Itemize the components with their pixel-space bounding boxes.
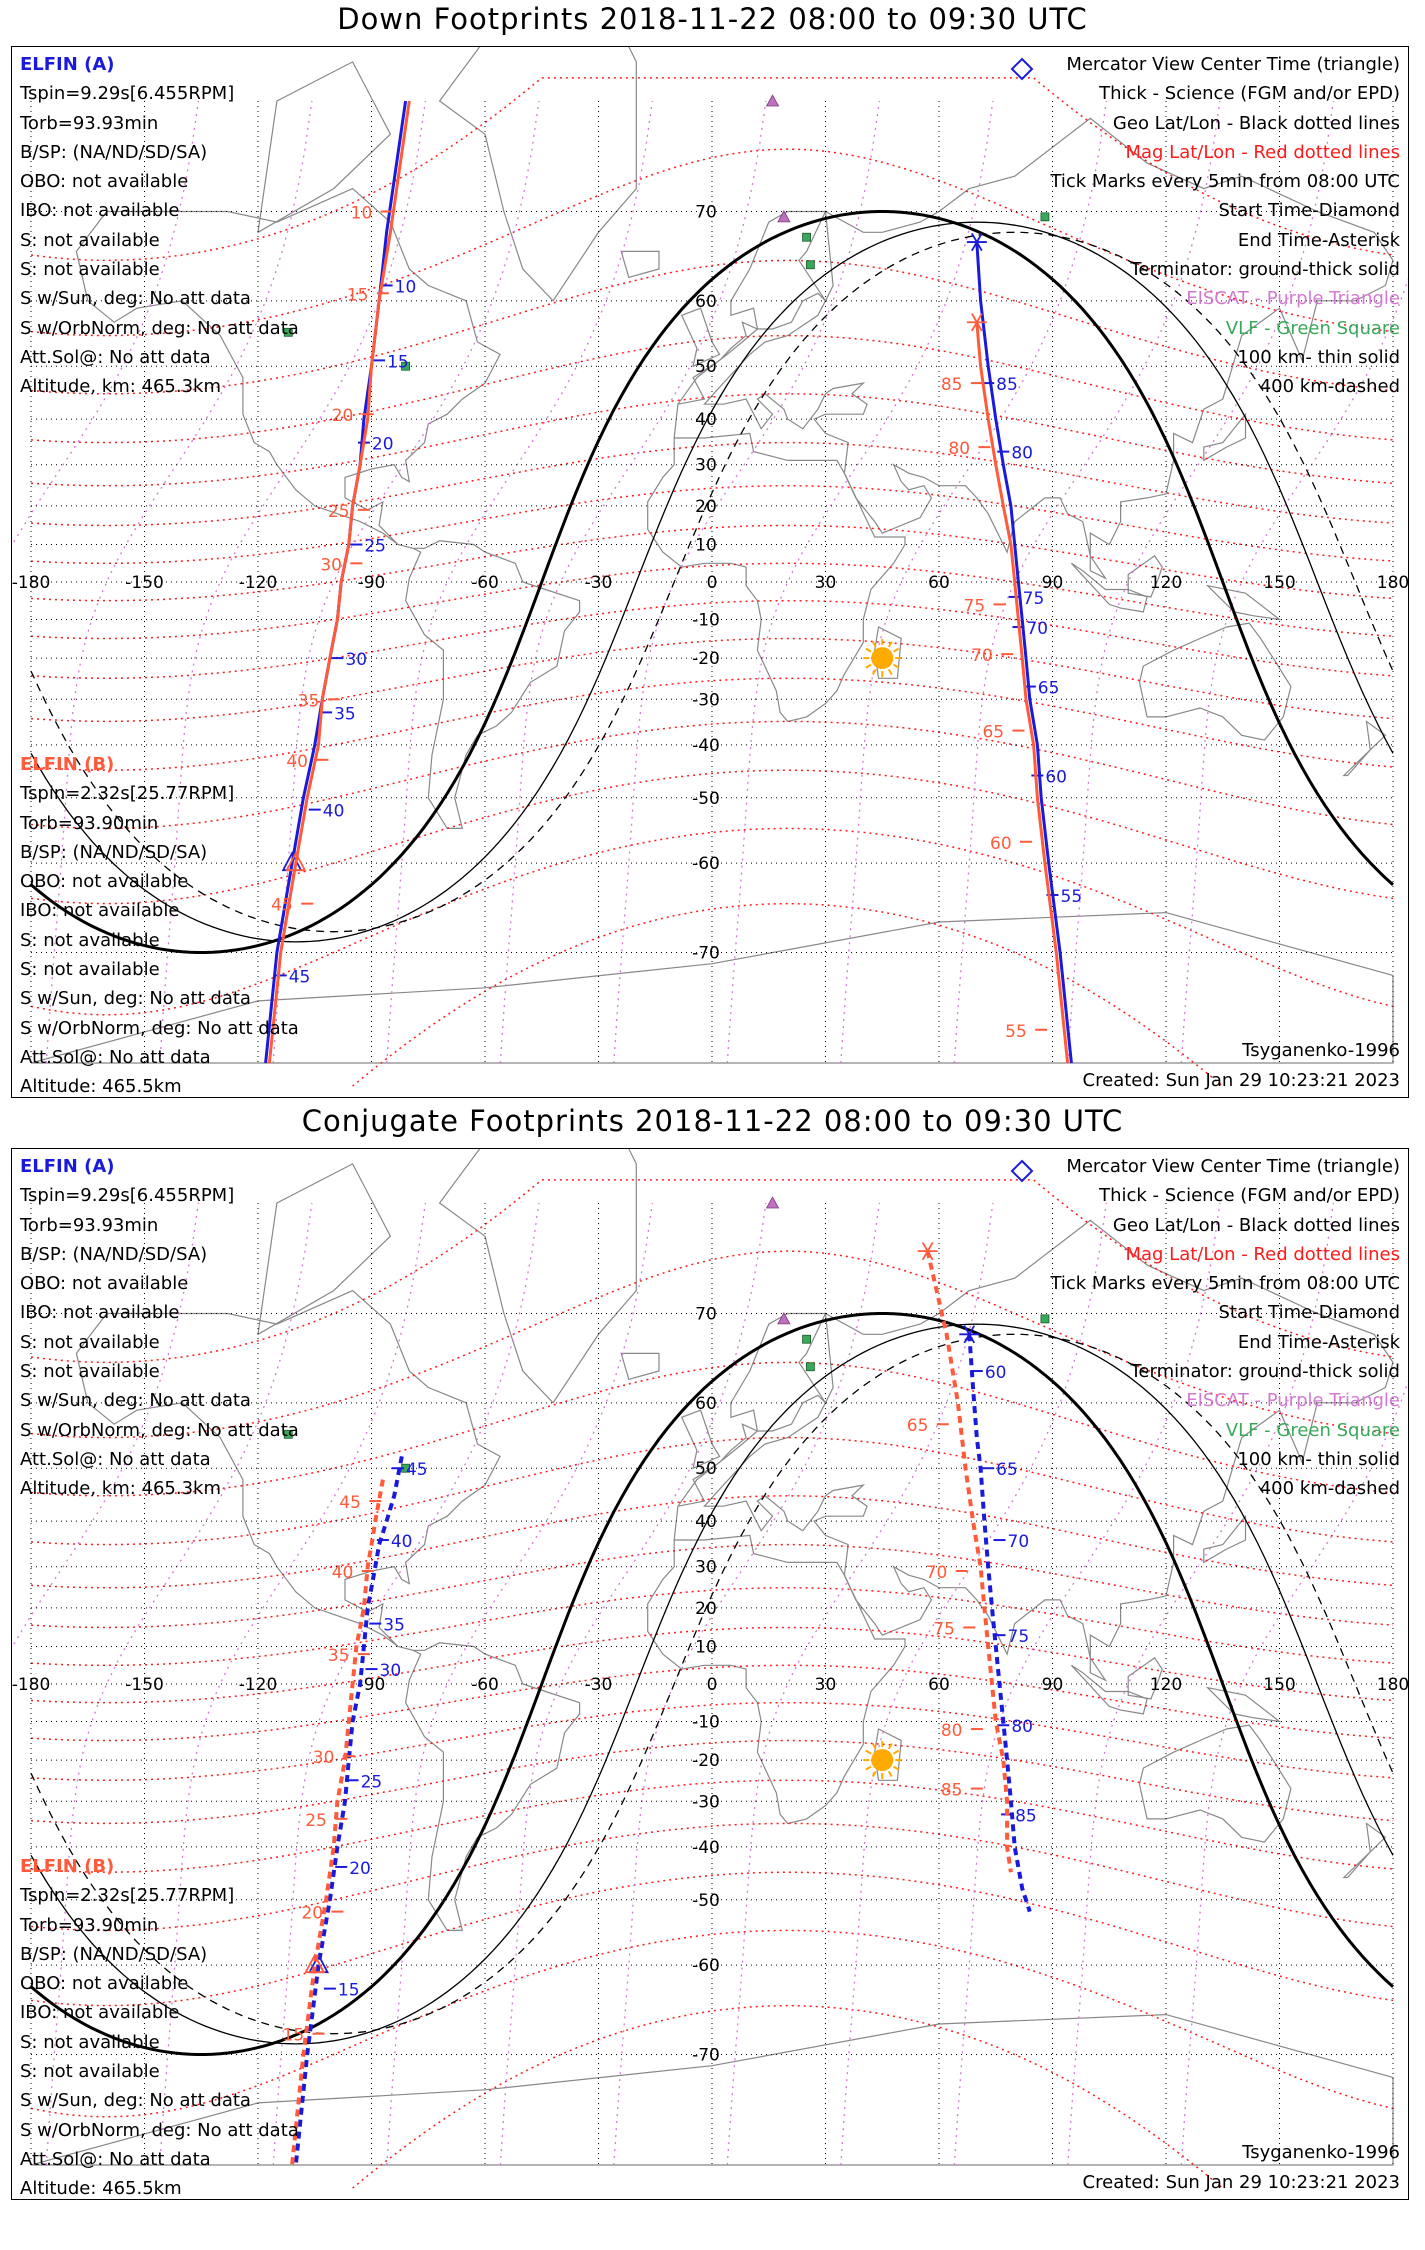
credits-conjugate: [1083, 2138, 1400, 2197]
elfin-b-line: Torb=93.90min: [20, 812, 159, 834]
tick-label: 20: [349, 1858, 371, 1879]
lon-tick-label: 30: [814, 573, 837, 593]
panel-title-down: Down Footprints 2018-11-22 08:00 to 09:30 UTC: [337, 2, 1088, 36]
tick-label: 35: [327, 1646, 350, 1667]
tick-label: 15: [282, 2025, 305, 2046]
elfin-a-line: IBO: not available: [20, 200, 180, 222]
elfin-a-line: S w/OrbNorm, deg: No att data: [20, 1419, 299, 1441]
elfin-b-line: Altitude: 465.5km: [20, 1076, 182, 1098]
lon-tick-label: 150: [1263, 573, 1296, 593]
elfin-b-header: ELFIN (B): [20, 1856, 115, 1877]
tick-label: 25: [327, 501, 350, 522]
tick-label: 10: [350, 203, 373, 224]
tick-label: 85: [940, 375, 963, 396]
tick-label: 75: [933, 1619, 955, 1640]
tick-label: 65: [1037, 678, 1060, 699]
tick-label: 40: [331, 1563, 354, 1584]
legend-item: Tick Marks every 5min from 08:00 UTC: [1050, 171, 1400, 193]
legend-item: 100 km- thin solid: [1237, 346, 1400, 368]
elfin-b-line: Att.Sol@: No att data: [20, 1046, 211, 1068]
sun-ray: [866, 1751, 871, 1754]
sun-ray: [894, 649, 899, 652]
tick-label: 40: [390, 1532, 413, 1553]
elfin-a-line: S: not available: [20, 229, 160, 251]
tick-label: 70: [1007, 1532, 1030, 1553]
tick-label: 70: [925, 1563, 948, 1584]
legend-item: 100 km- thin solid: [1237, 1448, 1400, 1470]
lat-tick-label: -40: [692, 735, 720, 756]
coastline: [648, 1535, 905, 1823]
elfin-a-line: B/SP: (NA/ND/SD/SA): [20, 1243, 208, 1265]
sun-disc: [871, 647, 893, 669]
lat-tick-label: -20: [692, 649, 720, 670]
model-label: Tsyganenko-1996: [1242, 1040, 1400, 1062]
elfin-a-line: Torb=93.93min: [20, 112, 159, 134]
coastline: [1204, 414, 1246, 460]
elfin-a-line: S: not available: [20, 1361, 160, 1383]
lon-tick-label: -150: [125, 573, 164, 593]
lat-tick-label: 30: [695, 1557, 717, 1578]
elfin-a-line: Altitude, km: 465.3km: [20, 376, 222, 398]
elfin-b-line: S w/OrbNorm, deg: No att data: [20, 1017, 299, 1039]
map-panel-down[interactable]: [11, 46, 1409, 1098]
lat-tick-label: 70: [695, 202, 717, 223]
sun-ray: [894, 1751, 899, 1754]
lon-tick-label: -90: [357, 573, 386, 593]
lon-tick-label: 120: [1149, 573, 1183, 593]
elfin-b-info-down: [20, 750, 299, 1098]
tick-label: 25: [305, 1810, 327, 1831]
lon-tick-label: -90: [357, 1675, 386, 1695]
tick-label: 80: [1011, 1717, 1033, 1738]
elfin-b-line: Altitude: 465.5km: [20, 2178, 182, 2200]
tick-label: 75: [1007, 1627, 1030, 1648]
elfin-b-line: S: not available: [20, 929, 160, 951]
elfin-b-line: Att.Sol@: No att data: [20, 2148, 211, 2170]
elfin-b-line: B/SP: (NA/ND/SD/SA): [20, 841, 208, 863]
elfin-b-line: S w/Sun, deg: No att data: [20, 2090, 251, 2112]
elfin-a-line: B/SP: (NA/ND/SD/SA): [20, 141, 208, 163]
lat-tick-label: -10: [692, 1712, 720, 1733]
legend-item: VLF - Green Square: [1225, 1419, 1400, 1441]
tick-label: 35: [334, 704, 356, 725]
legend-item: End Time-Asterisk: [1237, 229, 1400, 251]
coastline: [648, 433, 905, 721]
tick-label: 30: [379, 1661, 402, 1682]
lat-tick-label: 20: [695, 1598, 717, 1619]
elfin-b-line: S: not available: [20, 2031, 160, 2053]
lon-tick-label: 150: [1263, 1675, 1296, 1695]
tick-label: 20: [371, 434, 394, 455]
sun-ray: [866, 665, 871, 668]
sun-ray: [866, 649, 871, 652]
legend-item: Mercator View Center Time (triangle): [1066, 54, 1400, 75]
sun-disc: [871, 1749, 893, 1771]
lat-tick-label: 10: [695, 535, 717, 556]
elfin-a-line: Tspin=9.29s[6.455RPM]: [20, 1185, 235, 1207]
lon-tick-label: -120: [238, 1675, 278, 1695]
legend-item: Thick - Science (FGM and/or EPD): [1099, 83, 1400, 105]
coastline: [440, 47, 637, 301]
legend-item: Geo Lat/Lon - Black dotted lines: [1112, 112, 1400, 134]
lat-tick-label: -70: [692, 2045, 720, 2066]
green-square-icon: [1041, 213, 1049, 221]
tick-label: 60: [1045, 767, 1068, 788]
lat-tick-label: -30: [692, 1792, 720, 1813]
tick-label: 45: [288, 967, 311, 988]
elfin-a-line: IBO: not available: [20, 1302, 180, 1324]
green-square-icon: [1041, 1315, 1049, 1323]
green-square-icon: [803, 233, 811, 241]
tick-label: 65: [982, 722, 1005, 743]
legend-item: Start Time-Diamond: [1218, 200, 1400, 222]
purple-triangle-icon: [767, 1197, 779, 1208]
elfin-b-line: Torb=93.90min: [20, 1914, 159, 1936]
coastline: [1071, 563, 1147, 612]
elfin-a-line: Att.Sol@: No att data: [20, 1448, 211, 1470]
sun-ray: [873, 1744, 876, 1749]
legend-item: Geo Lat/Lon - Black dotted lines: [1112, 1214, 1400, 1236]
lat-tick-label: 50: [695, 357, 717, 378]
sun-ray: [889, 669, 892, 674]
elfin-b-line: S w/Sun, deg: No att data: [20, 988, 251, 1010]
tick-label: 85: [1015, 1806, 1037, 1827]
sun-ray: [894, 665, 899, 668]
legend-item: EISCAT - Purple Triangle: [1186, 1390, 1400, 1412]
legend-item: Mag Lat/Lon - Red dotted lines: [1125, 1243, 1400, 1265]
elfin-a-line: Torb=93.93min: [20, 1214, 159, 1236]
mag-longitude-line: [727, 101, 993, 1063]
created-label: Created: Sun Jan 29 10:23:21 2023: [1082, 2171, 1400, 2193]
tick-label: 80: [1011, 443, 1033, 464]
elfin-a-line: S w/Sun, deg: No att data: [20, 1390, 251, 1412]
lon-tick-label: 120: [1149, 1675, 1183, 1695]
lon-tick-label: -30: [584, 573, 613, 593]
mag-longitude-line: [727, 1203, 993, 2165]
tick-label: 80: [940, 1721, 963, 1742]
lon-tick-label: -30: [584, 1675, 613, 1695]
coastline: [621, 1353, 659, 1379]
elfin-b-info-conjugate: [20, 1852, 299, 2200]
elfin-b-line: OBO: not available: [20, 871, 189, 893]
lat-tick-label: 60: [695, 291, 717, 312]
tick-label: 60: [990, 833, 1012, 854]
purple-triangle-icon: [767, 95, 779, 106]
coastline: [621, 251, 659, 277]
coastline: [1204, 1516, 1246, 1562]
legend-item: Terminator: ground-thick solid: [1130, 259, 1400, 281]
tick-label: 60: [984, 1363, 1007, 1384]
lat-tick-label: 20: [695, 496, 717, 517]
tick-label: 55: [1005, 1021, 1027, 1042]
elfin-a-header: ELFIN (A): [20, 54, 115, 75]
lat-tick-label: -30: [692, 690, 720, 711]
lon-tick-label: -180: [12, 1675, 51, 1695]
tick-label: 65: [996, 1460, 1018, 1481]
elfin-a-line: Tspin=9.29s[6.455RPM]: [20, 83, 235, 105]
legend-item: Terminator: ground-thick solid: [1130, 1361, 1400, 1383]
tick-label: 20: [331, 406, 354, 427]
lat-tick-label: -70: [692, 943, 720, 964]
tick-label: 45: [405, 1460, 428, 1481]
elfin-a-line: Att.Sol@: No att data: [20, 346, 211, 368]
tick-label: 40: [322, 801, 345, 822]
credits-down: [1083, 1036, 1400, 1095]
green-square-icon: [806, 261, 814, 269]
lat-tick-label: -40: [692, 1837, 720, 1858]
lat-tick-label: 40: [695, 1512, 717, 1533]
elfin-a-header: ELFIN (A): [20, 1156, 115, 1177]
tick-label: 25: [360, 1772, 383, 1793]
sun-ray: [873, 642, 876, 647]
coastline: [440, 1149, 637, 1403]
tick-label: 30: [320, 555, 343, 576]
tick-label: 15: [346, 285, 369, 306]
tick-label: 80: [948, 439, 971, 460]
legend-item: End Time-Asterisk: [1237, 1331, 1400, 1353]
tick-label: 30: [312, 1748, 335, 1769]
lat-tick-label: 50: [695, 1459, 717, 1480]
coastline: [1140, 1725, 1291, 1842]
lat-tick-label: 70: [695, 1304, 717, 1325]
tick-label: 40: [286, 751, 308, 772]
lon-tick-label: 0: [706, 573, 718, 593]
elfin-b-line: OBO: not available: [20, 1973, 189, 1995]
lat-tick-label: -20: [692, 1751, 720, 1772]
tick-label: 85: [996, 375, 1018, 396]
coastline: [1140, 623, 1291, 740]
elfin-a-info-down: [20, 50, 299, 402]
tick-label: 85: [940, 1780, 963, 1801]
tick-label: 10: [394, 277, 417, 298]
tick-label: 75: [963, 596, 986, 617]
lat-tick-label: 10: [695, 1637, 717, 1658]
tick-label: 25: [364, 536, 387, 557]
legend-item: Mercator View Center Time (triangle): [1066, 1156, 1400, 1177]
legend-item: Thick - Science (FGM and/or EPD): [1099, 1185, 1400, 1207]
lon-tick-label: -120: [238, 573, 278, 593]
model-label: Tsyganenko-1996: [1242, 2142, 1400, 2164]
elfin-b-line: Tspin=2.32s[25.77RPM]: [20, 1885, 235, 1907]
tick-label: 65: [906, 1416, 929, 1437]
legend-item: Start Time-Diamond: [1218, 1302, 1400, 1324]
legend-item: 400 km-dashed: [1259, 1478, 1400, 1500]
tick-label: 35: [383, 1615, 405, 1636]
green-square-icon: [806, 1363, 814, 1371]
sun-ray: [894, 1767, 899, 1770]
lat-tick-label: -50: [692, 1890, 720, 1911]
lat-tick-label: 40: [695, 410, 717, 431]
lon-tick-label: 30: [814, 1675, 837, 1695]
elfin-b-line: Tspin=2.32s[25.77RPM]: [20, 783, 235, 805]
legend-item: EISCAT - Purple Triangle: [1186, 288, 1400, 310]
legend-item: VLF - Green Square: [1225, 317, 1400, 339]
lon-tick-label: -180: [12, 573, 51, 593]
lon-tick-label: 180: [1376, 573, 1410, 593]
elfin-a-line: S: not available: [20, 1331, 160, 1353]
elfin-a-line: OBO: not available: [20, 1273, 189, 1295]
elfin-a-line: OBO: not available: [20, 171, 189, 193]
tick-label: 55: [1060, 886, 1083, 907]
elfin-a-info-conjugate: [20, 1152, 299, 1504]
elfin-b-header: ELFIN (B): [20, 754, 115, 775]
lat-tick-label: -50: [692, 788, 720, 809]
diamond-icon: [1012, 1161, 1032, 1181]
elfin-b-line: S: not available: [20, 959, 160, 981]
sun-ray: [866, 1767, 871, 1770]
lon-tick-label: 60: [928, 573, 950, 593]
lon-tick-label: -60: [471, 1675, 499, 1695]
sun-icon: [863, 1741, 901, 1779]
lat-tick-label: -60: [692, 1956, 720, 1977]
elfin-a-line: S w/Sun, deg: No att data: [20, 288, 251, 310]
lon-tick-label: 60: [928, 1675, 950, 1695]
legend-item: Tick Marks every 5min from 08:00 UTC: [1050, 1273, 1400, 1295]
tick-label: 70: [971, 646, 993, 667]
coastline: [1071, 1665, 1147, 1714]
lon-tick-label: 0: [706, 1675, 718, 1695]
elfin-b-line: S w/OrbNorm, deg: No att data: [20, 2119, 299, 2141]
elfin-b-line: B/SP: (NA/ND/SD/SA): [20, 1943, 208, 1965]
lon-tick-label: -60: [471, 573, 499, 593]
lat-tick-label: 30: [695, 455, 717, 476]
elfin-b-line: IBO: not available: [20, 900, 180, 922]
legend-conjugate: [1050, 1152, 1400, 1504]
tick-label: 45: [339, 1493, 361, 1514]
tick-label: 45: [271, 895, 293, 916]
elfin-a-line: S w/OrbNorm, deg: No att data: [20, 317, 299, 339]
sun-ray: [889, 1771, 892, 1776]
tick-label: 20: [301, 1903, 324, 1924]
sun-ray: [873, 1771, 876, 1776]
elfin-b-line: IBO: not available: [20, 2002, 180, 2024]
panel-title-conjugate: Conjugate Footprints 2018-11-22 08:00 to 09:30 UTC: [301, 1104, 1124, 1138]
elfin-b-line: S: not available: [20, 2061, 160, 2083]
lon-tick-label: 90: [1041, 573, 1064, 593]
elfin-a-line: Altitude, km: 465.3km: [20, 1478, 222, 1500]
tick-label: 70: [1026, 619, 1049, 640]
tick-label: 15: [337, 1980, 360, 2001]
map-panel-conjugate[interactable]: [11, 1148, 1409, 2200]
lon-tick-label: 90: [1041, 1675, 1064, 1695]
lat-tick-label: -10: [692, 610, 720, 631]
legend-down: [1050, 50, 1400, 402]
tick-label: 15: [387, 352, 409, 373]
lon-tick-label: 180: [1376, 1675, 1410, 1695]
lon-tick-label: -150: [125, 1675, 164, 1695]
created-label: Created: Sun Jan 29 10:23:21 2023: [1082, 1069, 1400, 1091]
legend-item: Mag Lat/Lon - Red dotted lines: [1125, 141, 1400, 163]
lat-tick-label: 60: [695, 1393, 717, 1414]
sun-ray: [873, 669, 876, 674]
lat-tick-label: -60: [692, 854, 720, 875]
sun-icon: [863, 639, 901, 677]
tick-label: 35: [297, 691, 320, 712]
coastline: [1344, 721, 1386, 775]
tick-label: 30: [345, 650, 368, 671]
elfin-a-line: S: not available: [20, 259, 160, 281]
green-square-icon: [803, 1335, 811, 1343]
tick-label: 75: [1022, 588, 1045, 609]
legend-item: 400 km-dashed: [1259, 376, 1400, 398]
coastline: [1344, 1823, 1386, 1877]
diamond-icon: [1012, 59, 1032, 79]
